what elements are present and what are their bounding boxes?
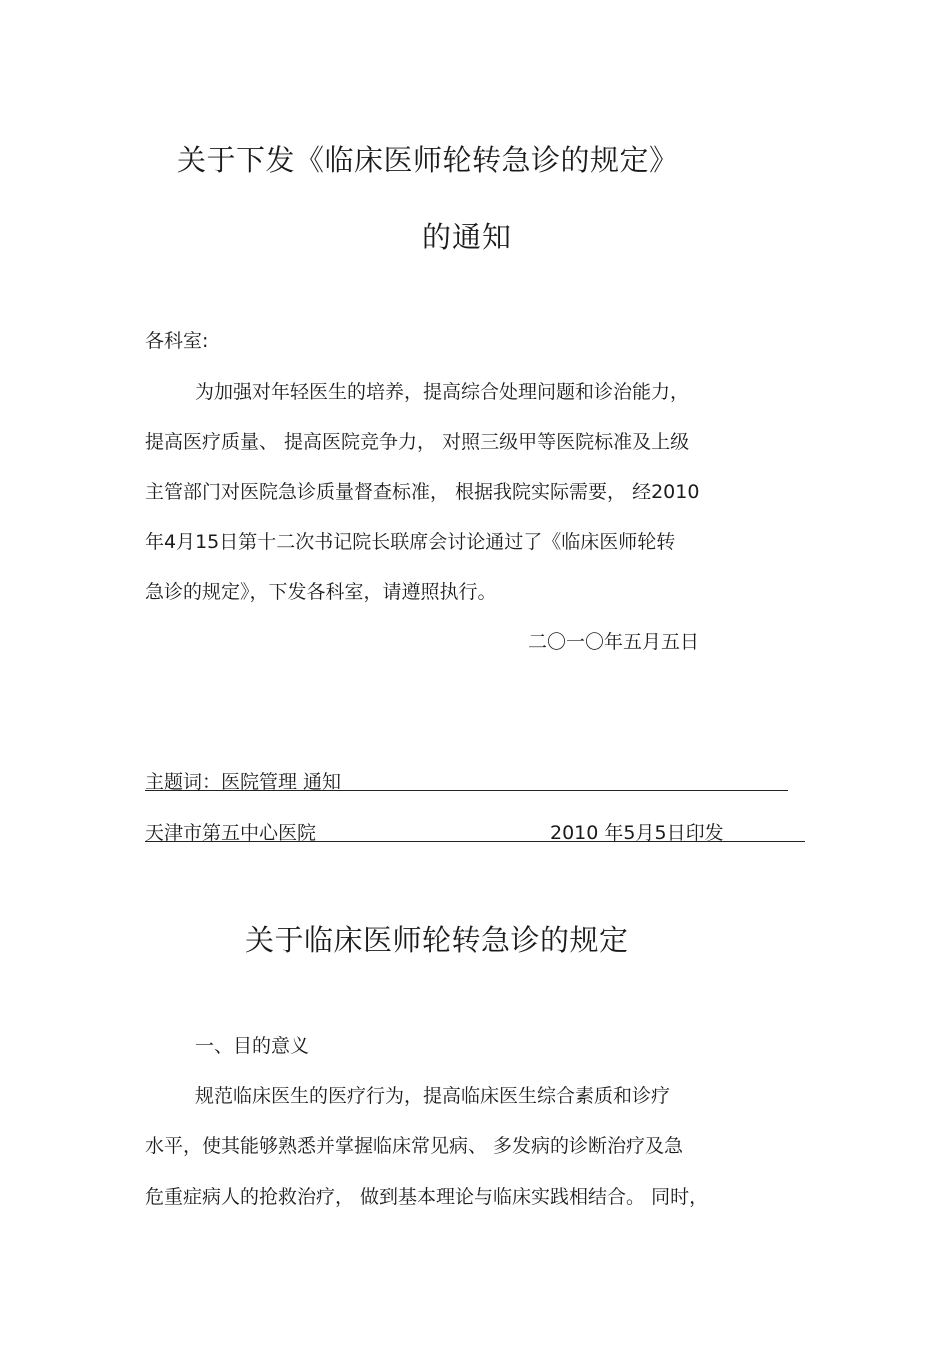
section-line: 规范临床医生的医疗行为，提高临床医生综合素质和诊疗 (195, 1085, 671, 1107)
issue-date: 2010 年5月5日印发 (550, 822, 724, 844)
section-line: 水平，使其能够熟悉并掌握临床常见病、 多发病的诊断治疗及急 (145, 1135, 684, 1157)
section-heading: 一、目的意义 (195, 1035, 310, 1057)
paragraph-line: 年4月15日第十二次书记院长联席会讨论通过了《临床医师轮转 (145, 531, 676, 553)
section-line: 危重症病人的抢救治疗， 做到基本理论与临床实践相结合。 同时， (145, 1186, 709, 1208)
issuer-rule (145, 841, 805, 842)
notice-title-line2: 的通知 (422, 220, 513, 254)
notice-date: 二〇一〇年五月五日 (528, 631, 700, 653)
notice-title-line1: 关于下发《临床医师轮转急诊的规定》 (177, 143, 679, 177)
salutation: 各科室: (145, 330, 209, 352)
paragraph-line: 急诊的规定》，下发各科室，请遵照执行。 (145, 581, 497, 603)
issuer: 天津市第五中心医院 (145, 822, 317, 844)
keywords-rule (145, 790, 788, 791)
paragraph-line: 为加强对年轻医生的培养，提高综合处理问题和诊治能力， (195, 381, 690, 403)
keywords-line: 主题词：医院管理 通知 (145, 771, 342, 793)
paragraph-line: 主管部门对医院急诊质量督查标准， 根据我院实际需要， 经2010 (145, 481, 700, 503)
paragraph-line: 提高医疗质量、 提高医院竞争力， 对照三级甲等医院标准及上级 (145, 431, 690, 453)
regulation-title: 关于临床医师轮转急诊的规定 (245, 923, 629, 957)
